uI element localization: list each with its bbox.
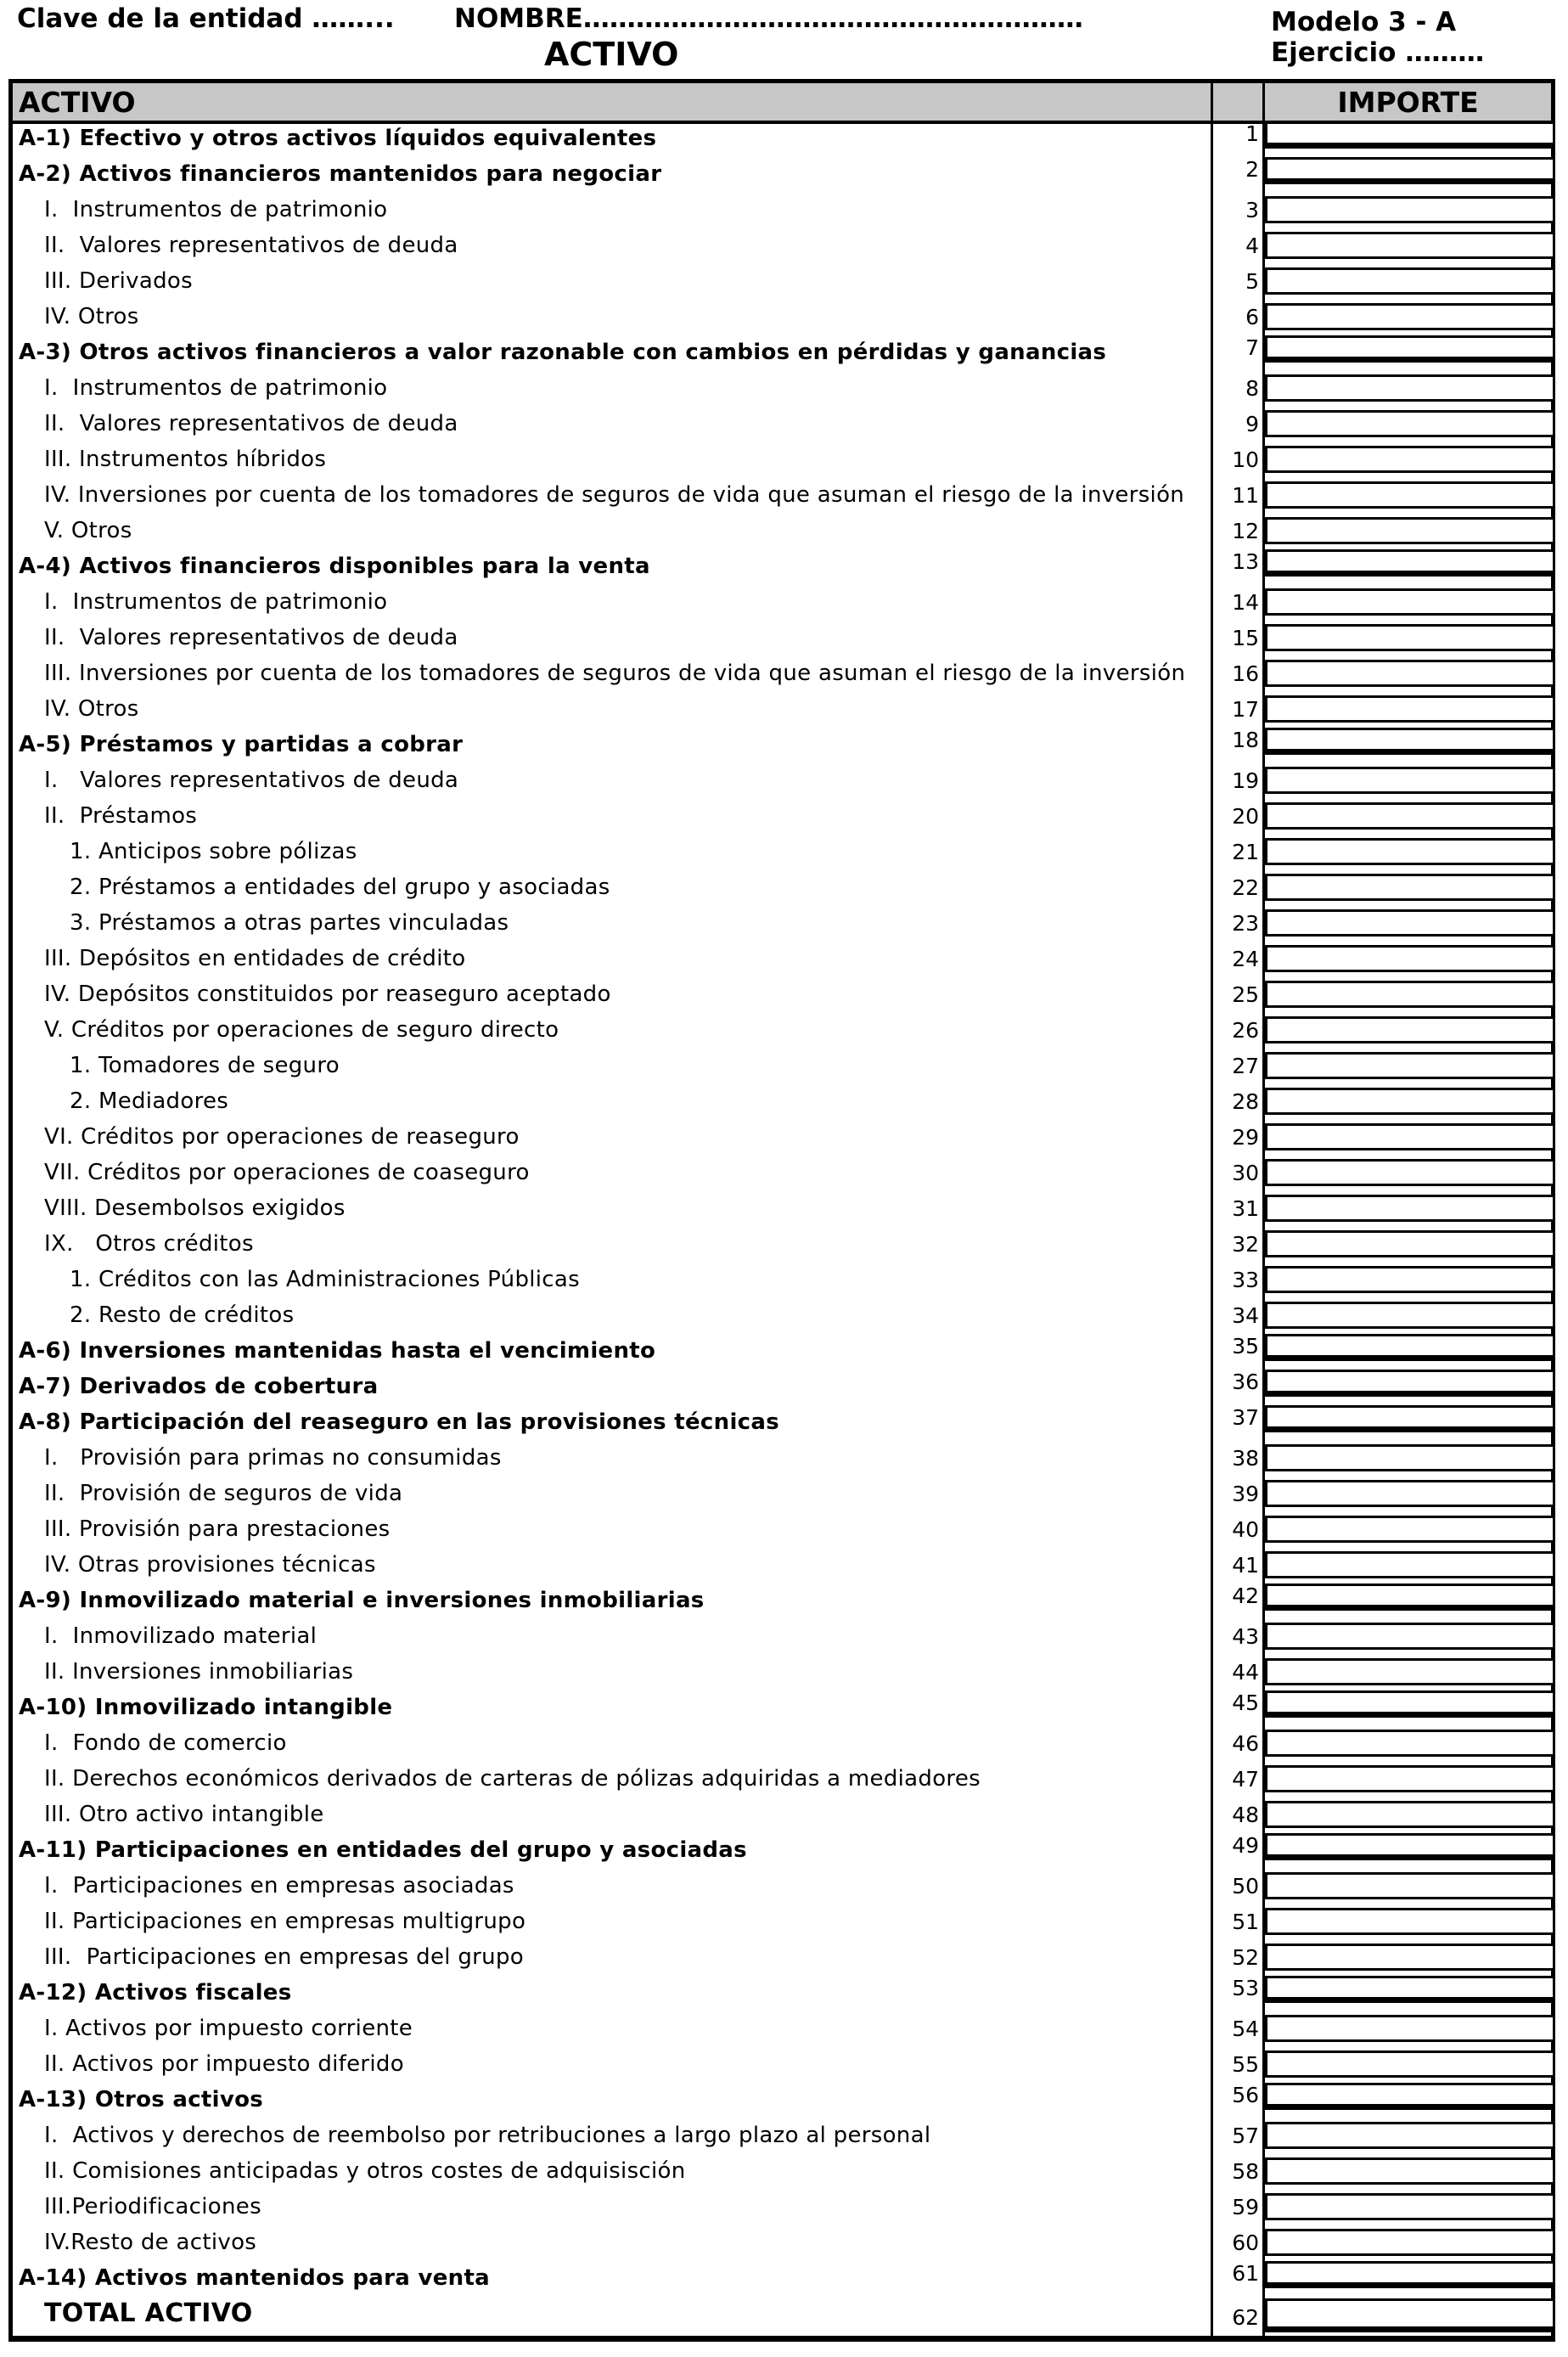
fiscal-year-label: Ejercicio ……… [1271, 37, 1485, 68]
row-label: I. Activos y derechos de reembolso por retribuciones a largo plazo al personal [44, 2123, 931, 2148]
row-number: 52 [1232, 1945, 1259, 1970]
row-label: 1. Anticipos sobre pólizas [70, 839, 357, 864]
amount-input-box[interactable] [1265, 1658, 1555, 1685]
row-label: VIII. Desembolsos exigidos [44, 1195, 346, 1221]
row-number: 21 [1232, 840, 1259, 864]
row-label: 1. Créditos con las Administraciones Públicas [70, 1267, 580, 1292]
row-number: 38 [1232, 1446, 1259, 1471]
row-label: I. Activos por impuesto corriente [44, 2016, 413, 2041]
row-number: 1 [1245, 121, 1259, 146]
row-number: 48 [1232, 1803, 1259, 1827]
row-number: 34 [1232, 1303, 1259, 1328]
row-number: 53 [1232, 1976, 1259, 2000]
table-row [0, 2083, 1568, 2118]
table-row [0, 1584, 1568, 1619]
amount-input-box[interactable] [1265, 1159, 1555, 1186]
row-label: I. Valores representativos de deuda [44, 768, 459, 793]
row-number: 25 [1232, 982, 1259, 1007]
row-label: A-7) Derivados de cobertura [19, 1374, 379, 1399]
row-label: I. Inmovilizado material [44, 1623, 318, 1649]
row-number: 4 [1245, 233, 1259, 258]
table-row [0, 1512, 1568, 1548]
row-label: IX. Otros créditos [44, 1231, 254, 1257]
row-label: A-4) Activos financieros disponibles para la venta [19, 554, 650, 579]
amount-input-box[interactable] [1265, 517, 1555, 544]
row-label: A-5) Préstamos y partidas a cobrar [19, 732, 464, 757]
row-number: 9 [1245, 412, 1259, 436]
amount-input-box[interactable] [1265, 2261, 1555, 2288]
row-label: V. Otros [44, 518, 132, 543]
amount-input-box[interactable] [1265, 909, 1555, 937]
entity-key-label: Clave de la entidad ……... [17, 3, 395, 34]
table-row [0, 1797, 1568, 1833]
table-row [0, 514, 1568, 549]
row-label: III. Derivados [44, 268, 193, 294]
amount-input-box[interactable] [1265, 1444, 1555, 1471]
row-number: 36 [1232, 1370, 1259, 1394]
row-label: IV. Inversiones por cuenta de los tomadores de seguros de vida que asuman el riesgo de la inversión [44, 482, 1185, 508]
amount-input-box[interactable] [1265, 874, 1555, 901]
row-number: 7 [1245, 335, 1259, 360]
amount-input-box[interactable] [1265, 303, 1555, 330]
row-number: 16 [1232, 661, 1259, 686]
amount-input-box[interactable] [1265, 1976, 1555, 2003]
row-number: 14 [1232, 590, 1259, 615]
table-row [0, 1120, 1568, 1156]
table-row [0, 585, 1568, 621]
row-number: 29 [1232, 1125, 1259, 1150]
amount-input-box[interactable] [1265, 1302, 1555, 1329]
amount-input-box[interactable] [1265, 802, 1555, 830]
row-label: I. Instrumentos de patrimonio [44, 197, 388, 222]
table-row [0, 157, 1568, 193]
row-label: I. Provisión para primas no consumidas [44, 1445, 502, 1471]
amount-input-box[interactable] [1265, 1623, 1555, 1650]
table-row [0, 2190, 1568, 2225]
table-row [0, 1726, 1568, 1762]
amount-input-box[interactable] [1265, 1370, 1555, 1397]
row-number: 23 [1232, 911, 1259, 936]
row-number: 13 [1232, 549, 1259, 574]
asset-rows [0, 121, 1568, 2339]
row-number: 2 [1245, 157, 1259, 182]
row-number: 56 [1232, 2083, 1259, 2107]
total-amount-input-box[interactable] [1265, 2298, 1555, 2332]
table-row [0, 906, 1568, 942]
amount-input-box[interactable] [1265, 1334, 1555, 1361]
amount-input-box[interactable] [1265, 2083, 1555, 2110]
row-number: 51 [1232, 1910, 1259, 1934]
entity-name-label: NOMBRE………………………………………………… [454, 3, 1083, 34]
row-number: 57 [1232, 2124, 1259, 2148]
table-row [0, 1833, 1568, 1869]
amount-input-box[interactable] [1265, 2050, 1555, 2078]
row-label: III. Participaciones en empresas del grupo [44, 1944, 524, 1970]
row-number: 10 [1232, 447, 1259, 472]
row-label: II. Valores representativos de deuda [44, 411, 458, 436]
table-row [0, 2225, 1568, 2261]
amount-input-box[interactable] [1265, 1516, 1555, 1543]
amount-input-box[interactable] [1265, 1266, 1555, 1293]
amount-input-box[interactable] [1265, 2193, 1555, 2220]
row-number: 3 [1245, 198, 1259, 222]
table-row [0, 656, 1568, 692]
table-row [0, 2154, 1568, 2190]
table-row [0, 1976, 1568, 2011]
table-row [0, 870, 1568, 906]
amount-input-box[interactable] [1265, 1872, 1555, 1899]
row-label: II. Derechos económicos derivados de carteras de pólizas adquiridas a mediadores [44, 1766, 981, 1792]
row-number: 26 [1232, 1018, 1259, 1043]
row-number: 44 [1232, 1660, 1259, 1685]
amount-input-box[interactable] [1265, 1088, 1555, 1115]
row-label: IV.Resto de activos [44, 2230, 257, 2255]
amount-input-box[interactable] [1265, 728, 1555, 755]
row-label: II. Préstamos [44, 803, 198, 829]
table-row [0, 1762, 1568, 1797]
row-label: III.Periodificaciones [44, 2194, 261, 2219]
row-label: 1. Tomadores de seguro [70, 1053, 340, 1078]
row-number: 55 [1232, 2052, 1259, 2077]
row-label: I. Instrumentos de patrimonio [44, 589, 388, 615]
page-title: ACTIVO [544, 36, 679, 73]
row-label: IV. Otros [44, 304, 139, 329]
amount-input-box[interactable] [1265, 2229, 1555, 2256]
row-label: A-14) Activos mantenidos para venta [19, 2265, 491, 2291]
table-row [0, 1690, 1568, 1726]
amount-input-box[interactable] [1265, 1584, 1555, 1611]
row-number: 22 [1232, 875, 1259, 900]
row-number: 33 [1232, 1268, 1259, 1292]
amount-input-box[interactable] [1265, 121, 1555, 149]
table-row [0, 442, 1568, 478]
row-label: IV. Depósitos constituidos por reaseguro aceptado [44, 982, 611, 1007]
amount-input-box[interactable] [1265, 981, 1555, 1008]
row-label: II. Inversiones inmobiliarias [44, 1659, 354, 1685]
row-number: 31 [1232, 1196, 1259, 1221]
table-row [0, 1084, 1568, 1120]
table-row [0, 728, 1568, 763]
row-number: 59 [1232, 2195, 1259, 2219]
table-row [0, 977, 1568, 1013]
row-number: 47 [1232, 1767, 1259, 1792]
table-row [0, 763, 1568, 799]
table-row [0, 1548, 1568, 1584]
amount-input-box[interactable] [1265, 1801, 1555, 1828]
table-row [0, 835, 1568, 870]
row-number: 8 [1245, 376, 1259, 401]
table-row [0, 371, 1568, 407]
table-row [0, 1477, 1568, 1512]
row-number: 11 [1232, 483, 1259, 508]
row-label: III. Instrumentos híbridos [44, 447, 327, 472]
amount-input-box[interactable] [1265, 1908, 1555, 1935]
row-number: 5 [1245, 269, 1259, 294]
table-row [0, 478, 1568, 514]
amount-input-box[interactable] [1265, 481, 1555, 509]
row-label: II. Valores representativos de deuda [44, 233, 458, 258]
table-row [0, 2011, 1568, 2047]
row-number: 43 [1232, 1624, 1259, 1649]
table-row [0, 1619, 1568, 1655]
amount-input-box[interactable] [1265, 1765, 1555, 1792]
row-number: 30 [1232, 1161, 1259, 1185]
amount-input-box[interactable] [1265, 1123, 1555, 1150]
row-number: 35 [1232, 1334, 1259, 1359]
table-row [0, 228, 1568, 264]
row-number: 60 [1232, 2230, 1259, 2255]
amount-input-box[interactable] [1265, 624, 1555, 651]
row-label: V. Créditos por operaciones de seguro directo [44, 1017, 559, 1043]
table-row [0, 1334, 1568, 1370]
row-number: 61 [1232, 2261, 1259, 2286]
row-number: 32 [1232, 1232, 1259, 1257]
row-number: 27 [1232, 1054, 1259, 1078]
table-row [0, 1441, 1568, 1477]
row-label: IV. Otros [44, 696, 139, 722]
amount-input-box[interactable] [1265, 945, 1555, 972]
row-number: 54 [1232, 2017, 1259, 2041]
table-row [0, 1263, 1568, 1298]
row-label: VI. Créditos por operaciones de reaseguro [44, 1124, 520, 1150]
amount-input-box[interactable] [1265, 695, 1555, 723]
row-number: 28 [1232, 1089, 1259, 1114]
amount-input-box[interactable] [1265, 410, 1555, 437]
amount-input-box[interactable] [1265, 588, 1555, 616]
row-number: 20 [1232, 804, 1259, 829]
amount-input-box[interactable] [1265, 1833, 1555, 1860]
table-row [0, 121, 1568, 157]
row-label: A-12) Activos fiscales [19, 1980, 292, 2005]
amount-input-box[interactable] [1265, 196, 1555, 223]
amount-input-box[interactable] [1265, 157, 1555, 184]
amount-input-box[interactable] [1265, 660, 1555, 687]
row-label: I. Participaciones en empresas asociadas [44, 1873, 514, 1899]
table-row [0, 193, 1568, 228]
table-row [0, 1227, 1568, 1263]
table-row [0, 621, 1568, 656]
amount-input-box[interactable] [1265, 446, 1555, 473]
row-number: 18 [1232, 728, 1259, 752]
amount-input-box[interactable] [1265, 1730, 1555, 1757]
row-label: VII. Créditos por operaciones de coaseguro [44, 1160, 530, 1185]
row-label: A-1) Efectivo y otros activos líquidos equivalentes [19, 126, 657, 151]
model-label: Modelo 3 - A [1271, 7, 1457, 37]
amount-input-box[interactable] [1265, 549, 1555, 577]
row-label: II. Participaciones en empresas multigrupo [44, 1909, 526, 1934]
row-label: III. Provisión para prestaciones [44, 1516, 391, 1542]
row-number: 6 [1245, 305, 1259, 329]
row-label: II. Valores representativos de deuda [44, 625, 458, 650]
table-row [0, 1869, 1568, 1904]
total-number: 62 [1232, 2305, 1259, 2330]
amount-input-box[interactable] [1265, 2122, 1555, 2149]
row-label: 3. Préstamos a otras partes vinculadas [70, 910, 509, 936]
table-row [0, 264, 1568, 300]
amount-input-box[interactable] [1265, 374, 1555, 402]
row-label: III. Inversiones por cuenta de los tomadores de seguros de vida que asuman el riesgo de la inversión [44, 661, 1186, 686]
amount-input-box[interactable] [1265, 1480, 1555, 1507]
row-number: 12 [1232, 519, 1259, 543]
row-label: II. Comisiones anticipadas y otros costes de adquisisción [44, 2158, 686, 2184]
table-row [0, 942, 1568, 977]
row-label: A-11) Participaciones en entidades del grupo y asociadas [19, 1837, 747, 1863]
amount-input-box[interactable] [1265, 1405, 1555, 1432]
table-row [0, 1370, 1568, 1405]
column-header-importe: IMPORTE [1337, 86, 1479, 119]
amount-input-box[interactable] [1265, 1052, 1555, 1079]
row-number: 24 [1232, 947, 1259, 971]
table-row [0, 1904, 1568, 1940]
table-row [0, 2047, 1568, 2083]
amount-input-box[interactable] [1265, 1230, 1555, 1257]
amount-input-box[interactable] [1265, 1944, 1555, 1971]
row-number: 39 [1232, 1482, 1259, 1506]
row-number: 49 [1232, 1833, 1259, 1858]
row-number: 45 [1232, 1690, 1259, 1715]
row-number: 37 [1232, 1405, 1259, 1430]
row-number: 17 [1232, 697, 1259, 722]
row-label: II. Provisión de seguros de vida [44, 1481, 403, 1506]
table-row [0, 1049, 1568, 1084]
row-label: A-13) Otros activos [19, 2087, 264, 2112]
table-row [0, 1156, 1568, 1191]
table-row [0, 300, 1568, 335]
row-label: A-6) Inversiones mantenidas hasta el vencimiento [19, 1338, 656, 1364]
table-row [0, 1940, 1568, 1976]
amount-input-box[interactable] [1265, 232, 1555, 259]
row-label: 2. Mediadores [70, 1088, 229, 1114]
table-row [0, 407, 1568, 442]
row-number: 58 [1232, 2159, 1259, 2184]
row-label: A-10) Inmovilizado intangible [19, 1695, 393, 1720]
row-number: 40 [1232, 1517, 1259, 1542]
row-number: 19 [1232, 768, 1259, 793]
amount-input-box[interactable] [1265, 1690, 1555, 1718]
row-label: 2. Préstamos a entidades del grupo y asociadas [70, 875, 610, 900]
row-label: A-9) Inmovilizado material e inversiones inmobiliarias [19, 1588, 705, 1613]
amount-input-box[interactable] [1265, 267, 1555, 295]
table-row [0, 2261, 1568, 2297]
table-row [0, 549, 1568, 585]
amount-input-box[interactable] [1265, 1551, 1555, 1578]
row-label: III. Otro activo intangible [44, 1802, 324, 1827]
row-label: IV. Otras provisiones técnicas [44, 1552, 376, 1578]
row-label: I. Fondo de comercio [44, 1730, 287, 1756]
row-label: A-2) Activos financieros mantenidos para negociar [19, 161, 662, 187]
table-row [0, 335, 1568, 371]
row-label: I. Instrumentos de patrimonio [44, 375, 388, 401]
amount-input-box[interactable] [1265, 2015, 1555, 2042]
amount-input-box[interactable] [1265, 1016, 1555, 1043]
table-row [0, 1013, 1568, 1049]
amount-input-box[interactable] [1265, 335, 1555, 363]
table-row [0, 1405, 1568, 1441]
total-row [0, 2297, 1568, 2339]
table-row [0, 799, 1568, 835]
row-label: 2. Resto de créditos [70, 1302, 295, 1328]
column-header-activo: ACTIVO [19, 86, 136, 119]
total-label: TOTAL ACTIVO [44, 2298, 253, 2328]
table-row [0, 2118, 1568, 2154]
row-number: 41 [1232, 1553, 1259, 1578]
row-label: A-8) Participación del reaseguro en las provisiones técnicas [19, 1409, 779, 1435]
row-number: 46 [1232, 1731, 1259, 1756]
amount-input-box[interactable] [1265, 1195, 1555, 1222]
row-label: II. Activos por impuesto diferido [44, 2051, 404, 2077]
amount-input-box[interactable] [1265, 767, 1555, 794]
row-label: A-3) Otros activos financieros a valor razonable con cambios en pérdidas y ganancias [19, 340, 1107, 365]
amount-input-box[interactable] [1265, 838, 1555, 865]
row-label: III. Depósitos en entidades de crédito [44, 946, 466, 971]
table-row [0, 1655, 1568, 1690]
amount-input-box[interactable] [1265, 2157, 1555, 2185]
row-number: 42 [1232, 1584, 1259, 1608]
row-number: 50 [1232, 1874, 1259, 1899]
row-number: 15 [1232, 626, 1259, 650]
table-row [0, 692, 1568, 728]
table-row [0, 1298, 1568, 1334]
table-row [0, 1191, 1568, 1227]
